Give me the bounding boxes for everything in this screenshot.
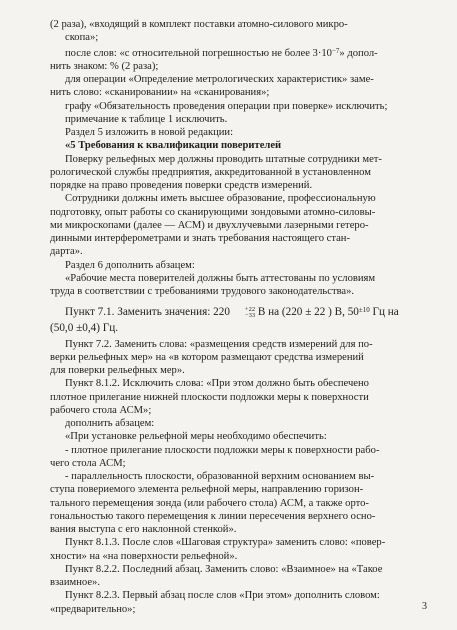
text-line: взаимное». <box>50 577 101 588</box>
text-line: вания выступа с его наклонной стенкой». <box>50 524 237 535</box>
text-line: для операции «Определение метрологических характеристик» заме- <box>65 74 374 85</box>
text-line: нить знаком: % (2 раза); <box>50 60 159 72</box>
text-line: Пункт 8.1.3. После слов «Шаговая структура» заменить слово: «повер- <box>65 537 386 549</box>
text-line: Сотрудники должны иметь высшее образование, профессиональную <box>65 193 376 205</box>
text-line: нить слово: «сканировании» на «сканирования»; <box>50 87 270 99</box>
text-line: ступа повериемого элемента рельефной меры, направлению горизон- <box>50 484 364 496</box>
text-line: чего стола АСМ; <box>50 457 126 469</box>
text-line: хности» на «на поверхности рельефной». <box>50 550 238 562</box>
text-line: тального перемещения зонда (или рабочего стола) АСМ, а также орто- <box>50 497 369 509</box>
text-line: Раздел 5 изложить в новой редакции: <box>65 127 234 138</box>
text-line: - параллельность плоскости, образованной верхним основанием вы- <box>65 471 375 482</box>
text-line: верки рельефных мер» на «в котором размещают средства измерений <box>50 351 364 363</box>
text-line: порядке на право проведения поверки средств измерений. <box>50 180 313 191</box>
text-line: труда в соответствии с требованиями трудового законодательства». <box>50 286 355 297</box>
text-line: для поверки рельефных мер». <box>50 365 185 376</box>
text-line: (2 раза), «входящий в комплект поставки атомно-силового микро- <box>50 19 348 30</box>
text-line: Поверку рельефных мер должны проводить штатные сотрудники мет- <box>65 153 382 165</box>
text-line: «предварительно»; <box>50 603 136 615</box>
text-line: Пункт 7.1. Заменить значения: 220 +22 −33 В на (220 ± 22 ) В, $50^{\pm 10}$ Гц на <box>65 305 399 320</box>
text-line: Раздел 6 дополнить абзацем: <box>65 259 195 271</box>
section-heading: «5 Требования к квалификации поверителей <box>65 140 282 152</box>
text-line: после слов: «с относительной погрешностью не более $3\cdot 10^{-7}$» допол- <box>65 46 378 59</box>
text-line: рабочего стола АСМ»; <box>50 404 152 416</box>
text-line: дарта». <box>50 246 83 258</box>
text-line: «При установке рельефной меры необходимо обеспечить: <box>65 431 327 443</box>
text-line: примечание к таблице 1 исключить. <box>65 113 228 125</box>
text-line: подготовку, опыт работы со сканирующими зондовыми атомно-силовы- <box>50 206 376 218</box>
text-line: Пункт 7.2. Заменить слова: «размещения средств измерений для по- <box>65 338 373 350</box>
text-line: графу «Обязательность проведения операции при поверке» исключить; <box>65 100 388 112</box>
text-line: «Рабочие места поверителей должны быть аттестованы по условиям <box>65 272 376 284</box>
text-line: скопа»; <box>65 32 99 44</box>
text-line: плотное прилегание нижней плоскости подложки меры к поверхности <box>50 391 369 403</box>
text-line: Пункт 8.2.2. Последний абзац. Заменить слово: «Взаимное» на «Такое <box>65 563 383 575</box>
text-line: ми микроскопами (далее — АСМ) и двухлучевыми лазерными гетеро- <box>50 219 369 231</box>
text-line: - плотное прилегание плоскости подложки меры к поверхности рабо- <box>65 444 380 456</box>
text-line: динными интерферометрами и знать требования настоящего стан- <box>50 233 351 244</box>
text-line: (50,0 ±0,4) Гц. <box>50 322 118 335</box>
text-line: Пункт 8.2.3. Первый абзац после слов «При этом» дополнить словом: <box>65 590 380 602</box>
text-line: дополнить абзацем: <box>65 418 155 429</box>
page-number: 3 <box>422 601 427 612</box>
text-line: Пункт 8.1.2. Исключить слова: «При этом должно быть обеспечено <box>65 378 369 390</box>
text-line: гональностью такого перемещения к линии пересечения верхнего осно- <box>50 510 376 522</box>
text-line: рологической службы предприятия, аккредитованной в установленном <box>50 166 371 178</box>
